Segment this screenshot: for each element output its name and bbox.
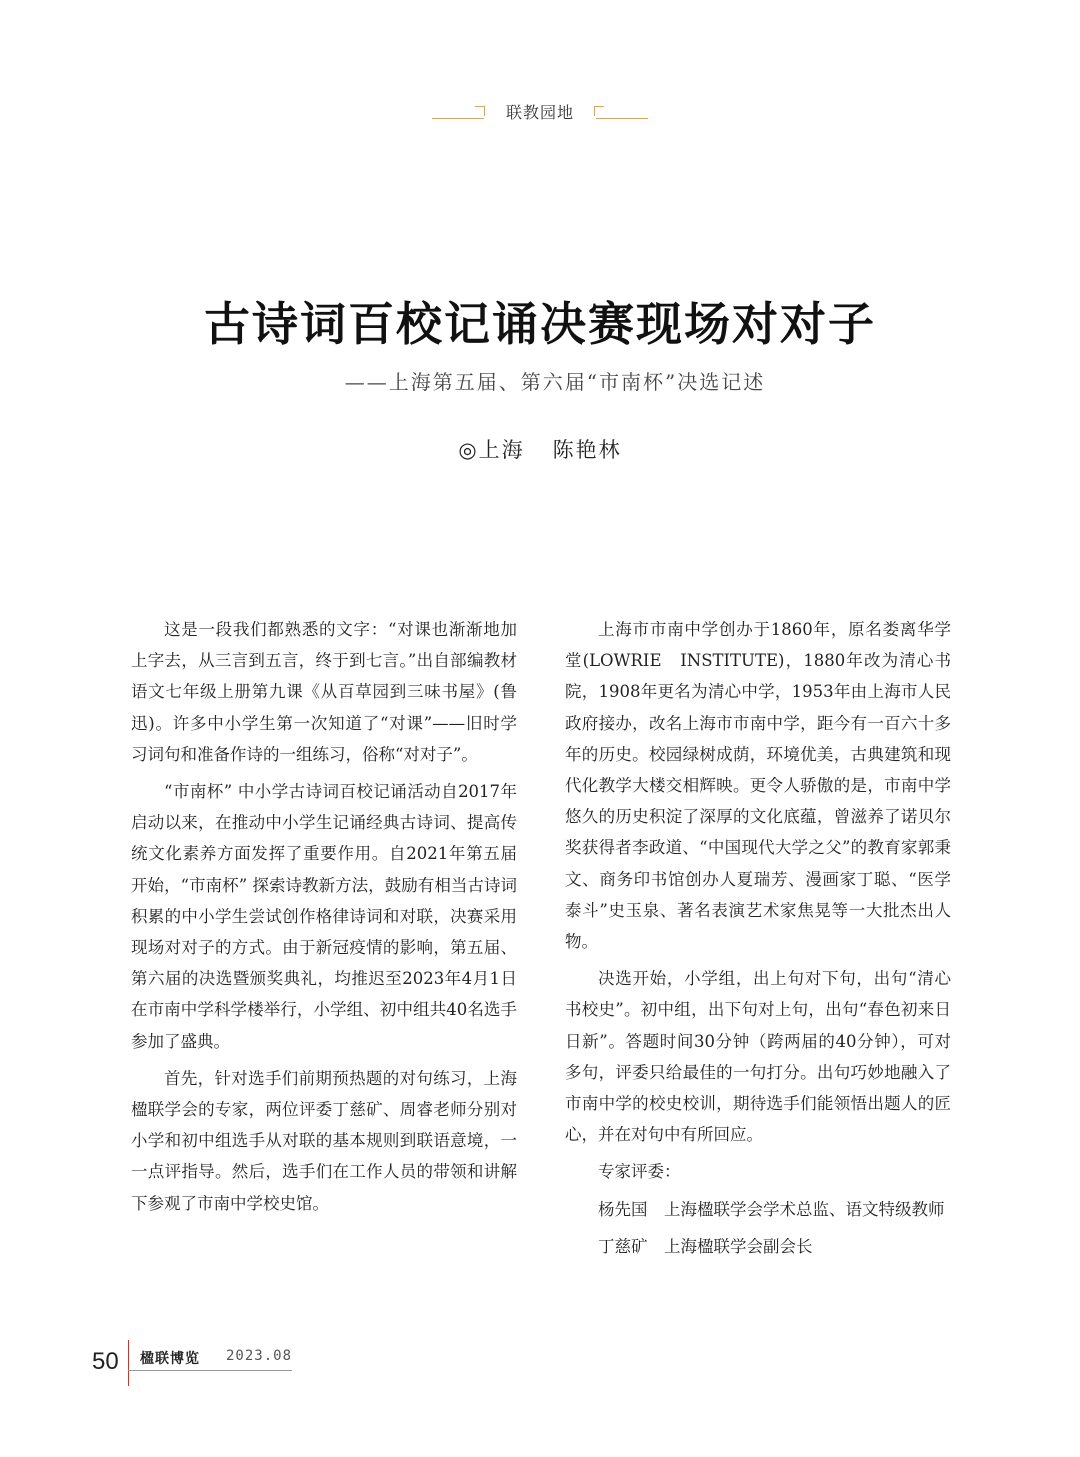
issue-date: 2023.08	[226, 1348, 293, 1364]
paragraph: 首先，针对选手们前期预热题的对句练习，上海楹联学会的专家，两位评委丁慈矿、周睿老师分别对小学和初中组选手从对联的基本规则到联语意境，一一点评指导。然后，选手们在工作人员的带领和讲解下参观了市南中学校史馆。	[131, 1068, 517, 1213]
article-subtitle: ——上海第五届、第六届“市南杯”决选记述	[344, 370, 766, 394]
section-label: 联教园地	[505, 103, 574, 122]
header-rule-left	[432, 118, 484, 119]
author-location: ◎上海	[458, 438, 525, 462]
right-column	[565, 614, 951, 1268]
page-footer	[92, 1340, 302, 1388]
header-ornament-right	[594, 106, 604, 116]
article-byline	[0, 434, 1080, 464]
footer-divider	[128, 1340, 129, 1386]
judge-entry: 杨先国 上海楹联学会学术总监、语文特级教师	[598, 1199, 945, 1219]
magazine-name: 楹联博览	[140, 1351, 200, 1367]
footer-rule	[128, 1370, 292, 1371]
judges-heading: 专家评委：	[598, 1162, 681, 1182]
paragraph: “市南杯” 中小学古诗词百校记诵活动自2017年启动以来，在推动中小学生记诵经典古诗词、提高传统文化素养方面发挥了重要作用。自2021年第五届开始，“市南杯” 探索诗教新方法，鼓励有相当古诗词积累的中小学生尝试创作格律诗词和对联，决赛采用现场对对子的方式。由于新冠疫情的影响，第五届、第六届的决选暨颁奖典礼，均推迟至2023年4月1日在市南中学科学楼举行，小学组、初中组共40名选手参加了盛典。	[131, 782, 517, 1051]
left-column	[131, 614, 517, 1225]
article-title: 古诗词百校记诵决赛现场对对子	[204, 297, 876, 351]
paragraph: 上海市市南中学创办于1860年，原名娄离华学堂(LOWRIE INSTITUTE)，1880年改为清心书院，1908年更名为清心中学，1953年由上海市人民政府接办，改名上海市市南中学，距今有一百六十多年的历史。校园绿树成荫，环境优美，古典建筑和现代化教学大楼交相辉映。更令人骄傲的是，市南中学悠久的历史积淀了深厚的文化底蕴，曾滋养了诺贝尔奖获得者李政道、“中国现代大学之父”的教育家郭秉文、商务印书馆创办人夏瑞芳、漫画家丁聪、“医学泰斗”史玉泉、著名表演艺术家焦晃等一大批杰出人物。	[565, 620, 951, 952]
page-number: 50	[92, 1348, 119, 1375]
paragraph: 决选开始，小学组，出上句对下句，出句“清心书校史”。初中组，出下句对上句，出句“春色初来日日新”。答题时间30分钟（跨两届的40分钟），可对多句，评委只给最佳的一句打分。出句巧妙地融入了市南中学的校史校训，期待选手们能领悟出题人的匠心，并在对句中有所回应。	[565, 969, 951, 1145]
author-name: 陈艳林	[552, 438, 622, 462]
section-header	[0, 98, 1080, 128]
paragraph: 这是一段我们都熟悉的文字：“对课也渐渐地加上字去，从三言到五言，终于到七言。”出自部编教材语文七年级上册第九课《从百草园到三味书屋》(鲁迅)。许多中小学生第一次知道了“对课”——旧时学习词句和准备作诗的一组练习，俗称“对对子”。	[131, 620, 517, 764]
judge-entry: 丁慈矿 上海楹联学会副会长	[598, 1236, 813, 1256]
header-rule-right	[596, 118, 648, 119]
